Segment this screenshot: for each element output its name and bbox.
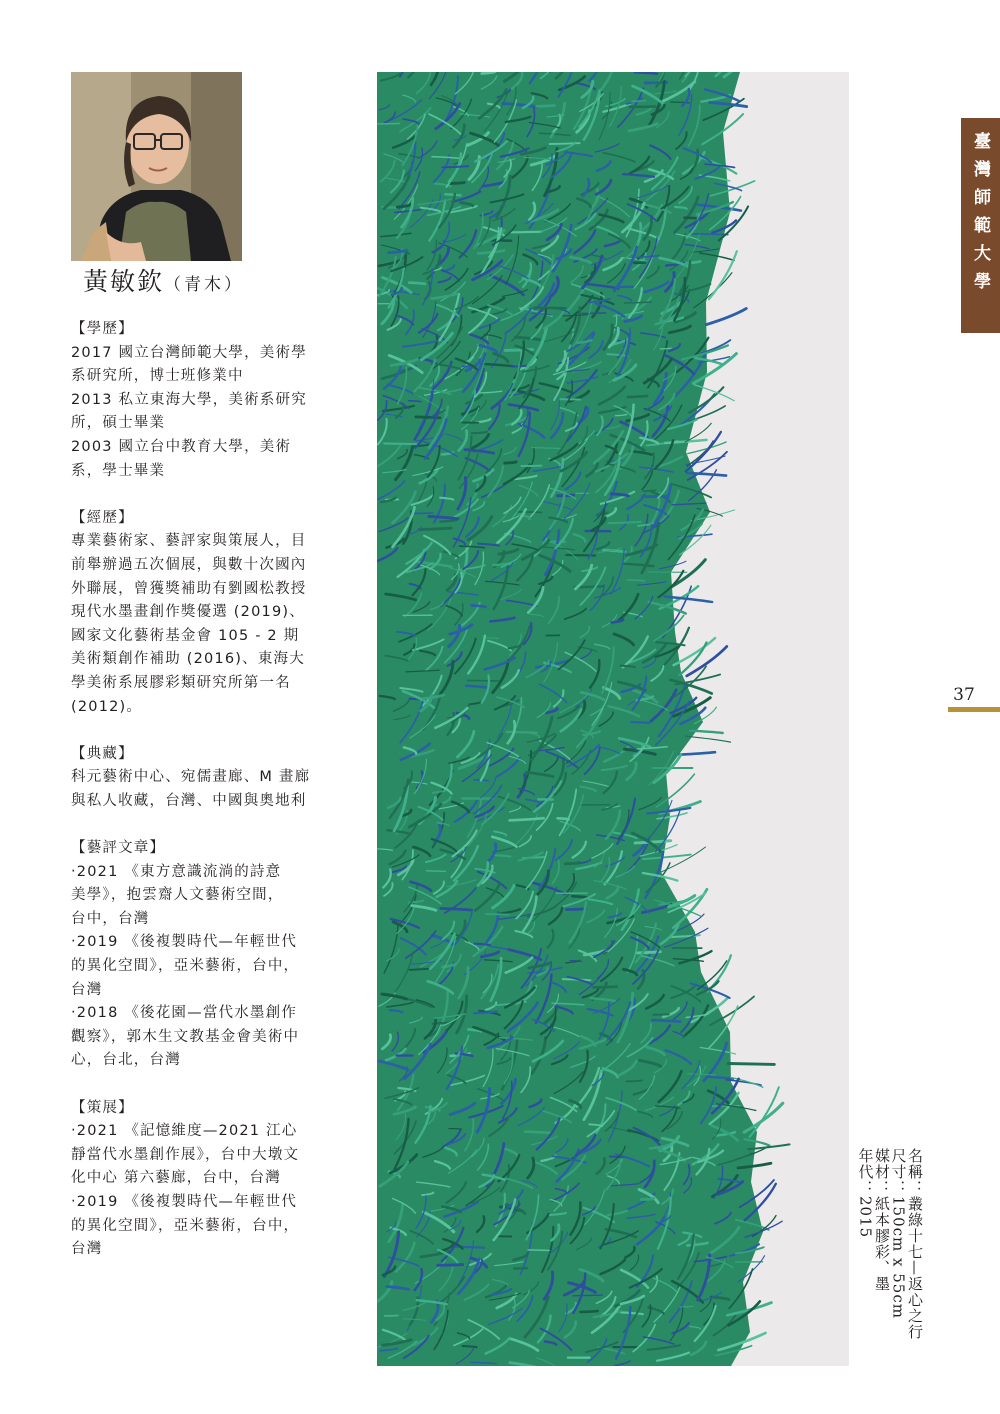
bio-line: 前舉辦過五次個展，與數十次國內	[71, 556, 307, 573]
university-side-tab-label: 臺灣師範大學	[970, 132, 990, 300]
bio-section-heading: 【經歷】	[71, 509, 134, 526]
grass-painting-image	[377, 72, 849, 1366]
bio-line: 台灣	[71, 1241, 103, 1258]
artwork-caption	[857, 1148, 923, 1358]
bio-section-heading: 【藝評文章】	[71, 840, 166, 857]
bio-section	[71, 318, 316, 483]
page-number-rule	[948, 707, 1000, 712]
bio-line: ‧2021 《東方意識流淌的詩意	[71, 863, 282, 880]
artwork-medium: 媒材：紙本膠彩、墨	[873, 1148, 891, 1292]
bio-line: 專業藝術家、藝評家與策展人，目	[71, 533, 307, 550]
artwork-year: 年代：2015	[856, 1148, 875, 1239]
bio-line: 科元藝術中心、宛儒畫廊、M 畫廊	[71, 769, 311, 786]
bio-line: 國家文化藝術基金會 105 - 2 期	[71, 627, 300, 644]
bio-section	[71, 1097, 316, 1262]
bio-line: 的異化空間》，亞米藝術，台中，	[71, 958, 300, 975]
bio-line: ‧2019 《後複製時代—年輕世代	[71, 1193, 298, 1210]
bio-line: 2013 私立東海大學，美術系研究	[71, 391, 307, 408]
bio-line: ‧2021 《記憶維度—2021 江心	[71, 1123, 298, 1140]
page-number: 37	[953, 685, 975, 705]
university-side-tab	[961, 118, 1000, 333]
bio-line: 2003 國立台中教育大學，美術	[71, 438, 292, 455]
bio-line: 觀察》，郭木生文教基金會美術中	[71, 1028, 300, 1045]
bio-line: 台中，台灣	[71, 910, 150, 927]
bio-section-heading: 【典藏】	[71, 745, 134, 762]
artwork-title: 名稱：叢綠十七—返心之行	[906, 1148, 924, 1340]
artist-biography	[71, 318, 316, 1285]
bio-line: 系研究所，博士班修業中	[71, 368, 244, 385]
bio-line: (2012)。	[71, 698, 143, 715]
bio-line: ‧2019 《後複製時代—年輕世代	[71, 934, 298, 951]
portrait-image	[71, 72, 242, 261]
artwork-painting	[377, 72, 849, 1366]
bio-line: 心，台北，台灣	[71, 1052, 181, 1069]
bio-line: 2017 國立台灣師範大學，美術學	[71, 344, 307, 361]
bio-line: 靜當代水墨創作展》，台中大墩文	[71, 1146, 300, 1163]
bio-section-heading: 【策展】	[71, 1099, 134, 1116]
artist-name	[83, 262, 244, 294]
bio-line: 美術類創作補助 (2016)、東海大	[71, 651, 305, 668]
bio-section	[71, 743, 316, 814]
bio-line: 美學》，抱雲齋人文藝術空間，	[71, 887, 284, 904]
bio-line: ‧2018 《後花園—當代水墨創作	[71, 1005, 298, 1022]
artwork-size: 尺寸：150cm x 55cm	[889, 1148, 908, 1319]
bio-section-heading: 【學歷】	[71, 321, 134, 337]
bio-line: 外聯展，曾獲獎補助有劉國松教授	[71, 580, 307, 597]
bio-line: 系，學士畢業	[71, 462, 166, 479]
bio-section	[71, 837, 316, 1073]
artist-portrait	[71, 72, 242, 261]
bio-line: 所，碩士畢業	[71, 415, 166, 432]
bio-line: 現代水墨畫創作獎優選 (2019)、	[71, 604, 305, 621]
artist-name-text: 黃敏欽	[83, 267, 165, 296]
bio-line: 台灣	[71, 981, 103, 998]
bio-line: 的異化空間》，亞米藝術，台中，	[71, 1217, 300, 1234]
bio-section	[71, 507, 316, 719]
bio-line: 化中心 第六藝廊，台中，台灣	[71, 1170, 281, 1187]
bio-line: 與私人收藏，台灣、中國與奧地利	[71, 792, 307, 809]
artist-alias: （青木）	[164, 275, 245, 295]
bio-line: 學美術系展膠彩類研究所第一名	[71, 674, 291, 691]
